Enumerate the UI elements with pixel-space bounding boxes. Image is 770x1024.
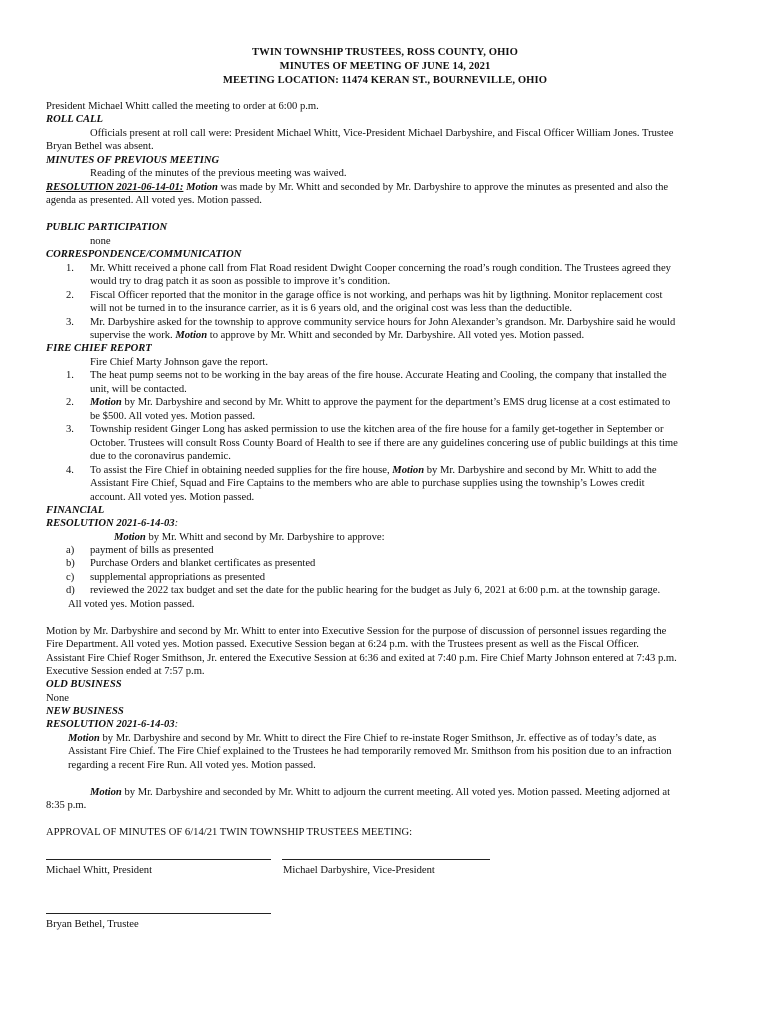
approval-text: APPROVAL OF MINUTES OF 6/14/21 TWIN TOWNSHIP TRUSTEES MEETING: (46, 827, 413, 838)
executive-session-text: Assistant Fire Chief Roger Smithson, Jr. entered the Executive Session at 6:36 and exited at 7:40 p.m. Fire Chief Marty Johnson entered at 7:43 p.m. (46, 653, 677, 664)
list-item-text: payment of bills as presented (90, 545, 214, 556)
text-run: : (174, 518, 179, 529)
list-number: 3. (66, 317, 74, 328)
list-item-text: Fiscal Officer reported that the monitor in the garage office is not working, and perhaps was hit by ligthning. Monitor replacement cost (90, 290, 663, 301)
list-item-text: The heat pump seems not to be working in the bay areas of the fire house. Accurate Heating and Cooling, the company that installed the (90, 370, 667, 381)
new-business-heading: NEW BUSINESS (46, 706, 124, 717)
text-run: To assist the Fire Chief in obtaining needed supplies for the fire house, (90, 465, 393, 476)
signature-line (282, 859, 490, 860)
roll-call-text: Bryan Bethel was absent. (46, 141, 154, 152)
list-item-text (90, 396, 768, 409)
motion-label: Motion (68, 733, 100, 744)
new-business-text (68, 732, 746, 745)
text-run: by Mr. Darbyshire and second by Mr. Whitt to add the (424, 465, 657, 476)
list-number: 3. (66, 424, 74, 435)
list-item-text: account. All voted yes. Motion passed. (90, 492, 255, 503)
signature-line (46, 913, 271, 914)
list-item-text: will not be turned in to the insurance carrier, as it is 6 years old, and the original cost was less than the deductible. (90, 303, 573, 314)
signature-label-president: Michael Whitt, President (46, 865, 153, 876)
adjourn-text: 8:35 p.m. (46, 800, 87, 811)
list-item-text: Purchase Orders and blanket certificates as presented (90, 558, 316, 569)
motion-label: Motion (90, 397, 122, 408)
text-run: to approve by Mr. Whitt and seconded by Mr. Darbyshire. All voted yes. Motion passed. (207, 330, 585, 341)
financial-motion-line (114, 531, 770, 544)
new-business-text: Assistant Fire Chief. The Fire Chief explained to the Trustees he had temporarily removed Mr. Smithson from his position due to an infraction (68, 746, 672, 757)
text-run: : (174, 719, 179, 730)
text-run: by Mr. Darbyshire and second by Mr. Whitt to direct the Fire Chief to re-instate Roger Smithson, Jr. effective as of today’s date, as (99, 733, 657, 744)
text-run: by Mr. Darbyshire and seconded by Mr. Whitt to adjourn the current meeting. All voted yes. Motion passed. Meeting adjorned at (121, 787, 671, 798)
list-letter: c) (66, 572, 75, 583)
resolution-text: was made by Mr. Whitt and seconded by Mr. Darbyshire to approve the minutes as presented and also the (217, 182, 669, 193)
roll-call-heading: ROLL CALL (46, 114, 103, 125)
old-business-text: None (46, 693, 69, 704)
motion-label: Motion (175, 330, 208, 341)
fire-chief-intro: Fire Chief Marty Johnson gave the report. (90, 357, 268, 368)
signature-label-trustee: Bryan Bethel, Trustee (46, 919, 139, 930)
executive-session-text: Fire Department. All voted yes. Motion passed. Executive Session began at 6:24 p.m. with the Trustees present as well as the Fiscal Officer. (46, 639, 639, 650)
document-title-line-1: TWIN TOWNSHIP TRUSTEES, ROSS COUNTY, OHIO (252, 47, 518, 58)
roll-call-text: Officials present at roll call were: President Michael Whitt, Vice-President Michael Darbyshire, and Fiscal Officer William Jones. Trustee (90, 128, 674, 139)
list-item-text (90, 329, 768, 342)
list-item-text: supplemental appropriations as presented (90, 572, 266, 583)
fire-chief-heading: FIRE CHIEF REPORT (46, 343, 152, 354)
list-item-text: due to the coronavirus pandemic. (90, 451, 231, 462)
document-title-line-3: MEETING LOCATION: 11474 KERAN ST., BOURNEVILLE, OHIO (222, 75, 548, 86)
resolution-01-line (46, 181, 724, 194)
document-title-line-2: MINUTES OF MEETING OF JUNE 14, 2021 (279, 61, 491, 72)
motion-label: Motion (186, 182, 218, 193)
adjourn-text (90, 786, 768, 799)
list-item-text: Mr. Whitt received a phone call from Flat Road resident Dwight Cooper concerning the road’s rough condition. The Trustees agreed they (90, 263, 671, 274)
correspondence-heading: CORRESPONDENCE/COMMUNICATION (46, 249, 242, 260)
list-item-text: Township resident Ginger Long has asked permission to use the kitchen area of the fire house for a family get-together in September or (90, 424, 664, 435)
list-letter: b) (66, 558, 75, 569)
list-number: 1. (66, 263, 74, 274)
resolution-label: RESOLUTION 2021-6-14-03 (46, 518, 175, 529)
old-business-heading: OLD BUSINESS (46, 679, 122, 690)
new-business-text: regarding a recent Fire Run. All voted yes. Motion passed. (68, 760, 316, 771)
resolution-01-line: agenda as presented. All voted yes. Motion passed. (46, 195, 262, 206)
list-number: 2. (66, 290, 74, 301)
public-participation-text: none (90, 236, 111, 247)
new-business-resolution-label (46, 718, 724, 731)
list-item-text: unit, will be contacted. (90, 384, 187, 395)
financial-heading: FINANCIAL (46, 505, 105, 516)
signature-label-vice-president: Michael Darbyshire, Vice-President (283, 865, 435, 876)
list-item-text: Mr. Darbyshire asked for the township to approve community service hours for John Alexander’s grandson. Mr. Darbyshire said he would (90, 317, 676, 328)
list-item-text: October. Trustees will consult Ross County Board of Health to see if there are any guidelines concering use of public buildings at this time (90, 438, 678, 449)
list-letter: a) (66, 545, 75, 556)
executive-session-text: Executive Session ended at 7:57 p.m. (46, 666, 205, 677)
executive-session-text: Motion by Mr. Darbyshire and second by Mr. Whitt to enter into Executive Session for the purpose of discussion of personnel issues regarding the (46, 626, 667, 637)
list-item-text: reviewed the 2022 tax budget and set the date for the public hearing for the budget as July 6, 2021 at 6:00 p.m. at the township garage. (90, 585, 661, 596)
list-number: 2. (66, 397, 74, 408)
opening-text: President Michael Whitt called the meeting to order at 6:00 p.m. (46, 101, 319, 112)
text-run: supervise the work. (90, 330, 176, 341)
list-item-text: would try to drag patch it as soon as possible to improve it’s condition. (90, 276, 391, 287)
text-run: by Mr. Whitt and second by Mr. Darbyshire to approve: (145, 532, 385, 543)
resolution-label: RESOLUTION 2021-06-14-01: (46, 182, 184, 193)
list-item-text: Assistant Fire Chief, Squad and Fire Captains to the members who are able to purchase supplies using the township’s Lowes credit (90, 478, 645, 489)
list-number: 4. (66, 465, 74, 476)
motion-label: Motion (90, 787, 122, 798)
list-number: 1. (66, 370, 74, 381)
motion-label: Motion (392, 465, 425, 476)
list-item-text: be $500. All voted yes. Motion passed. (90, 411, 256, 422)
signature-line (46, 859, 271, 860)
resolution-label: RESOLUTION 2021-6-14-03 (46, 719, 175, 730)
list-letter: d) (66, 585, 75, 596)
list-item-text (90, 464, 768, 477)
financial-resolution-label (46, 517, 724, 530)
public-participation-heading: PUBLIC PARTICIPATION (46, 222, 168, 233)
financial-closing: All voted yes. Motion passed. (68, 599, 195, 610)
previous-minutes-text: Reading of the minutes of the previous meeting was waived. (90, 168, 347, 179)
previous-minutes-heading: MINUTES OF PREVIOUS MEETING (46, 155, 220, 166)
motion-label: Motion (114, 532, 146, 543)
text-run: by Mr. Darbyshire and second by Mr. Whitt to approve the payment for the department’s EMS drug license at a cost estimated to (121, 397, 671, 408)
